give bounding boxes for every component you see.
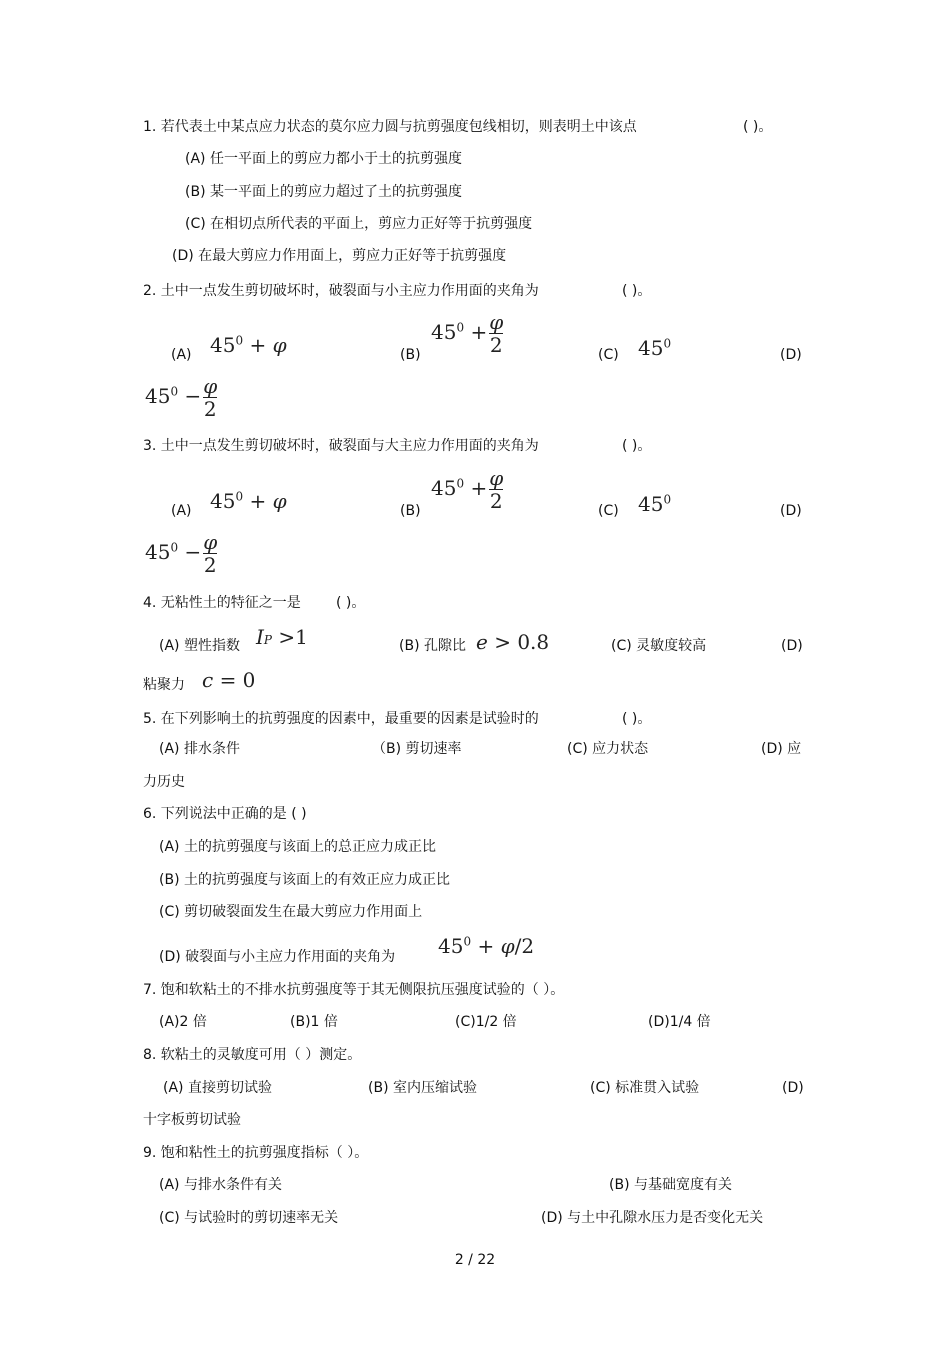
q2-formula-a: $45^0 + \varphi$ [210,333,287,357]
q7-option-d: (D)1/4 倍 [648,1014,711,1030]
q6-option-d: (D) 破裂面与小主应力作用面的夹角为 [159,949,396,965]
q4-formula-d: c = 0 [202,668,256,692]
q5-option-d-cont: 力历史 [143,774,185,790]
q7-option-b: (B)1 倍 [290,1014,338,1030]
q2-option-a-label: (A) [171,347,192,363]
q6-option-c: (C) 剪切破裂面发生在最大剪应力作用面上 [159,904,423,920]
q5-option-b: （B) 剪切速率 [372,741,462,757]
q8-stem: 8. 软粘土的灵敏度可用（ ）测定。 [143,1047,362,1063]
q1-option-a: (A) 任一平面上的剪应力都小于土的抗剪强度 [185,151,462,167]
q2-stem: 2. 土中一点发生剪切破坏时，破裂面与小主应力作用面的夹角为 [143,283,539,299]
q3-formula-a: $45^0 + \varphi$ [210,489,287,513]
q1-stem: 1. 若代表土中某点应力状态的莫尔应力圆与抗剪强度包线相切，则表明土中该点 [143,119,637,135]
q4-formula-b: e > 0.8 [476,630,550,654]
q8-option-d-label: (D) [782,1080,804,1096]
q2-formula-c: $45^0$ [638,336,672,360]
q5-option-c: (C) 应力状态 [567,741,649,757]
page-number: 2 / 22 [454,1252,496,1268]
q3-formula-c: $45^0$ [638,492,672,516]
q4-stem: 4. 无粘性土的特征之一是 [143,595,301,611]
q7-option-c: (C)1/2 倍 [455,1014,517,1030]
q8-option-a: (A) 直接剪切试验 [163,1080,272,1096]
q4-option-c: (C) 灵敏度较高 [611,638,707,654]
q7-option-a: (A)2 倍 [159,1014,207,1030]
q3-formula-b: $45^0$ + $\frac{\varphi}{2}$ [431,466,504,513]
q5-option-a: (A) 排水条件 [159,741,240,757]
q7-stem: 7. 饱和软粘土的不排水抗剪强度等于其无侧限抗压强度试验的（ ）。 [143,982,565,998]
q1-option-c: (C) 在相切点所代表的平面上，剪应力正好等于抗剪强度 [185,216,533,232]
q4-option-b: (B) 孔隙比 [399,638,466,654]
q2-bracket: ( )。 [622,283,652,299]
q5-bracket: ( )。 [622,711,652,727]
q2-formula-d: $45^0$ − $\frac{\varphi}{2}$ [145,374,218,421]
q3-formula-d: $45^0$ − $\frac{\varphi}{2}$ [145,530,218,577]
q8-option-d-text: 十字板剪切试验 [143,1112,241,1128]
q5-option-d: (D) 应 [761,741,802,757]
q9-option-c: (C) 与试验时的剪切速率无关 [159,1210,339,1226]
q3-stem: 3. 土中一点发生剪切破坏时，破裂面与大主应力作用面的夹角为 [143,438,539,454]
q6-option-a: (A) 土的抗剪强度与该面上的总正应力成正比 [159,839,436,855]
q8-option-b: (B) 室内压缩试验 [368,1080,477,1096]
q3-bracket: ( )。 [622,438,652,454]
q9-option-b: (B) 与基础宽度有关 [609,1177,732,1193]
q1-option-b: (B) 某一平面上的剪应力超过了土的抗剪强度 [185,184,462,200]
q9-stem: 9. 饱和粘性土的抗剪强度指标（ ）。 [143,1145,369,1161]
q2-option-d-label: (D) [780,347,802,363]
q4-bracket: ( )。 [336,595,366,611]
q3-option-d-label: (D) [780,503,802,519]
q4-option-d-text: 粘聚力 [143,677,185,693]
q1-option-d: (D) 在最大剪应力作用面上，剪应力正好等于抗剪强度 [172,248,507,264]
q4-option-a: (A) 塑性指数 [159,638,240,654]
q2-option-c-label: (C) [598,347,619,363]
q6-option-b: (B) 土的抗剪强度与该面上的有效正应力成正比 [159,872,450,888]
q4-option-d-label: (D) [781,638,803,654]
q9-option-a: (A) 与排水条件有关 [159,1177,282,1193]
q3-option-b-label: (B) [400,503,421,519]
q2-formula-b: $45^0$ + $\frac{\varphi}{2}$ [431,310,504,357]
q6-stem: 6. 下列说法中正确的是 ( ) [143,806,307,822]
q3-option-c-label: (C) [598,503,619,519]
q9-option-d: (D) 与土中孔隙水压力是否变化无关 [541,1210,764,1226]
q5-stem: 5. 在下列影响土的抗剪强度的因素中，最重要的因素是试验时的 [143,711,539,727]
q3-option-a-label: (A) [171,503,192,519]
q2-option-b-label: (B) [400,347,421,363]
q4-formula-a: IP >1 [256,625,308,649]
q8-option-c: (C) 标准贯入试验 [590,1080,700,1096]
q6-formula-d: $45^0 + \varphi/2$ [438,934,535,958]
q1-bracket: ( )。 [743,119,773,135]
